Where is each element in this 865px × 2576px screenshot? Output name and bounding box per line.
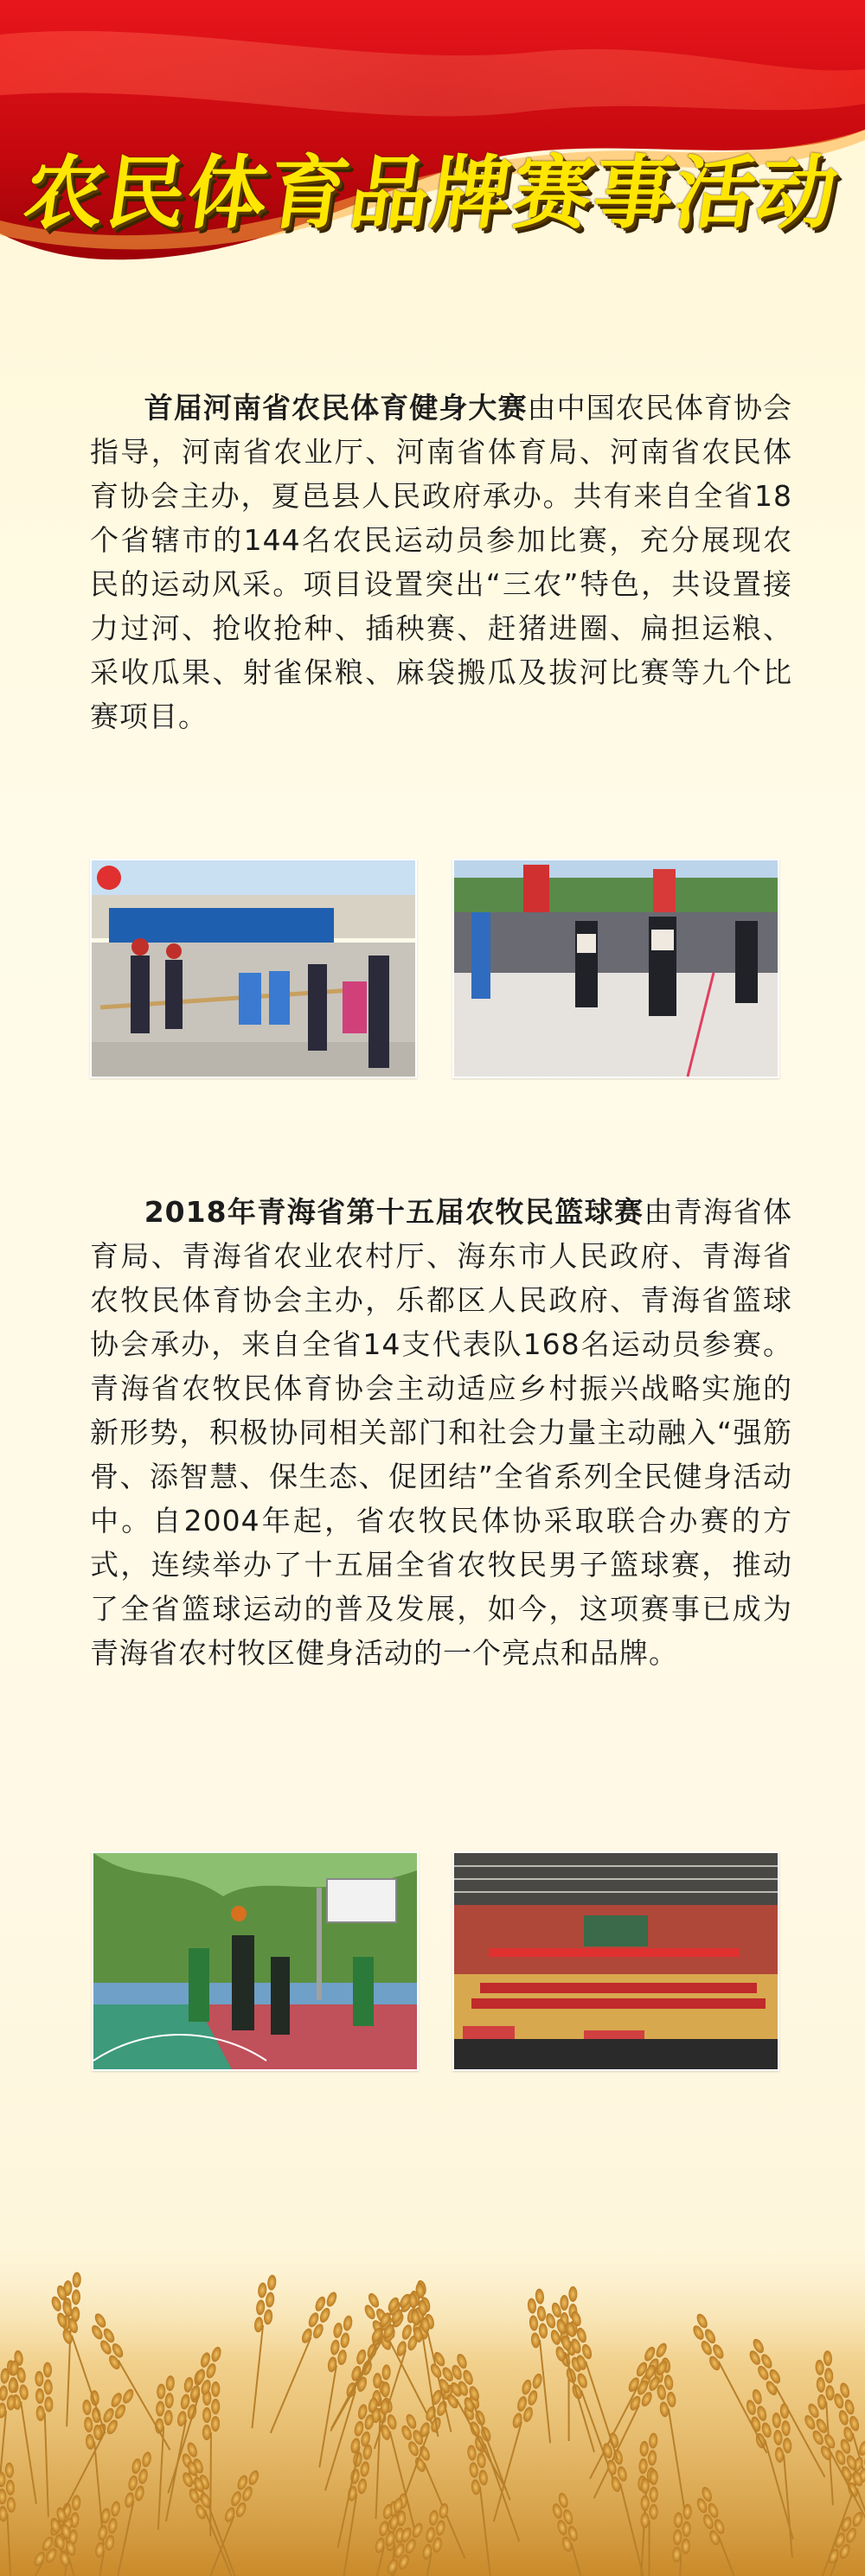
section-2-lead: 2018年青海省第十五届农牧民篮球赛 — [144, 1195, 644, 1229]
section-1-lead: 首届河南省农民体育健身大赛 — [144, 391, 528, 425]
wheat-field-illustration — [0, 2248, 865, 2576]
section-2-body: 由青海省体育局、青海省农业农村厅、海东市人民政府、青海省农牧民体育协会主办，乐都区人民政府、青海省篮球协会承办，来自全省14支代表队168名运动员参赛。青海省农牧民体育协会主动适应乡村振兴战略实施的新形势，积极协同相关部门和社会力量主动融入“强筋骨、添智慧、保生态、促团结”全省系列全民健身活动中。自2004年起，省农牧民体协采取联合办赛的方式，连续举办了十五届全省农牧民男子篮球赛，推动了全省篮球运动的普及发展，如今，这项赛事已成为青海省农村牧区健身活动的一个亮点和品牌。 — [90, 1195, 792, 1670]
section-1-paragraph — [90, 386, 792, 738]
indoor-arena-ceremony-photo — [452, 1851, 779, 2071]
section-2-paragraph — [90, 1190, 792, 1675]
section-1-body: 由中国农民体育协会指导，河南省农业厅、河南省体育局、河南省农民体育协会主办，夏邑县人民政府承办。共有来自全省18个省辖市的144名农民运动员参加比赛，充分展现农民的运动风采。项目设置突出“三农”特色，共设置接力过河、抢收抢种、插秧赛、赶猪进圈、扁担运粮、采收瓜果、射雀保粮、麻袋搬瓜及拔河比赛等九个比赛项目。 — [90, 391, 792, 733]
relay-race-photo — [452, 859, 779, 1078]
page-title: 农民体育品牌赛事活动 — [18, 147, 845, 240]
outdoor-basketball-photo — [92, 1851, 419, 2071]
tug-of-war-photo — [90, 859, 417, 1078]
